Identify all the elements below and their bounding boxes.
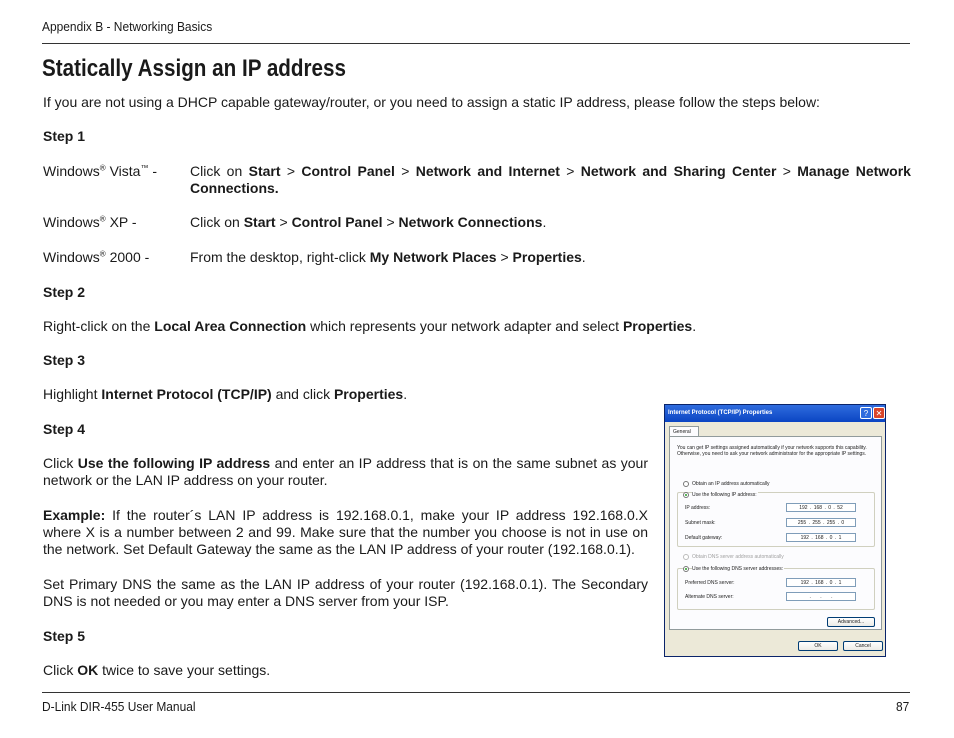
step4-dns-paragraph: Set Primary DNS the same as the LAN IP address of your router (192.168.0.1). The Secondary DNS is not needed or you may enter a DNS server from your ISP.: [43, 576, 648, 609]
step3-text: Highlight Internet Protocol (TCP/IP) and click Properties.: [43, 386, 408, 402]
xp-label: Windows® XP -: [43, 214, 137, 230]
w2000-label: Windows® 2000 -: [43, 249, 150, 265]
dialog-title-bar: [665, 405, 885, 422]
page-title: Statically Assign an IP address: [42, 55, 346, 82]
default-gateway-label: Default gateway:: [685, 535, 723, 541]
help-button[interactable]: ?: [860, 407, 872, 419]
close-button[interactable]: [873, 407, 885, 419]
step4-heading: Step 4: [43, 421, 86, 437]
subnet-mask-field[interactable]: 255 . 255 . 255 . 0: [786, 518, 856, 527]
vista-label: Windows® Vista™ -: [43, 163, 158, 179]
step4-example: Example: If the router´s LAN IP address is 192.168.0.1, make your IP address 192.168.0.X where X is a number between 2 and 99. Make sure that the number you choose is not in use on the network. Set Default Gateway the same as the LAN IP address of your router (192.168.0.1).: [43, 507, 648, 557]
auto-ip-label: Obtain an IP address automatically: [692, 481, 770, 487]
intro-paragraph: If you are not using a DHCP capable gateway/router, or you need to assign a static IP address, please follow the steps below:: [43, 94, 820, 110]
w2000-instructions: From the desktop, right-click My Network Places > Properties.: [190, 249, 586, 265]
use-dns-radio[interactable]: [683, 566, 689, 572]
alternate-dns-field[interactable]: . . .: [786, 592, 856, 601]
ok-button[interactable]: OK: [798, 641, 838, 651]
header-rule: [42, 43, 910, 44]
auto-dns-radio[interactable]: [683, 554, 689, 560]
advanced-button[interactable]: Advanced...: [827, 617, 875, 627]
use-ip-label: Use the following IP address:: [692, 492, 757, 498]
footer-rule: [42, 692, 910, 693]
ip-address-field[interactable]: 192 . 168 . 0 . 52: [786, 503, 856, 512]
page-number: 87: [896, 699, 910, 714]
tcpip-properties-dialog: [664, 404, 886, 657]
step5-heading: Step 5: [43, 628, 86, 644]
use-dns-label: Use the following DNS server addresses:: [692, 566, 784, 572]
cancel-button[interactable]: Cancel: [843, 641, 883, 651]
vista-instructions: Click on Start > Control Panel > Network and Internet > Network and Sharing Center > Manage Network Connections.: [190, 163, 911, 196]
step5-text: Click OK twice to save your settings.: [43, 662, 271, 678]
auto-dns-label: Obtain DNS server address automatically: [692, 554, 784, 560]
dialog-title: Internet Protocol (TCP/IP) Properties: [668, 410, 773, 416]
alternate-dns-label: Alternate DNS server:: [685, 594, 734, 600]
step3-heading: Step 3: [43, 352, 86, 368]
auto-ip-radio[interactable]: [683, 481, 689, 487]
general-panel: [669, 436, 882, 630]
close-icon: ✕: [875, 409, 883, 418]
step2-text: Right-click on the Local Area Connection which represents your network adapter and select Properties.: [43, 318, 697, 334]
preferred-dns-field[interactable]: 192 . 168 . 0 . 1: [786, 578, 856, 587]
ip-address-label: IP address:: [685, 505, 711, 511]
subnet-mask-label: Subnet mask:: [685, 520, 716, 526]
dns-group: [677, 568, 875, 610]
tab-general[interactable]: General: [669, 426, 699, 437]
running-header: Appendix B - Networking Basics: [42, 19, 213, 34]
step2-heading: Step 2: [43, 284, 86, 300]
use-ip-radio[interactable]: [683, 492, 689, 498]
dialog-info-text: You can get IP settings assigned automatically if your network supports this capability. Otherwise, you need to ask your network administrator for the appropriate IP settings.: [677, 445, 867, 457]
footer-manual-title: D-Link DIR-455 User Manual: [42, 699, 196, 714]
step4-paragraph-1: Click Use the following IP address and enter an IP address that is on the same subnet as your network or the LAN IP address on your router.: [43, 455, 648, 488]
default-gateway-field[interactable]: 192 . 168 . 0 . 1: [786, 533, 856, 542]
xp-instructions: Click on Start > Control Panel > Network Connections.: [190, 214, 547, 230]
step1-heading: Step 1: [43, 128, 86, 144]
preferred-dns-label: Preferred DNS server:: [685, 580, 735, 586]
